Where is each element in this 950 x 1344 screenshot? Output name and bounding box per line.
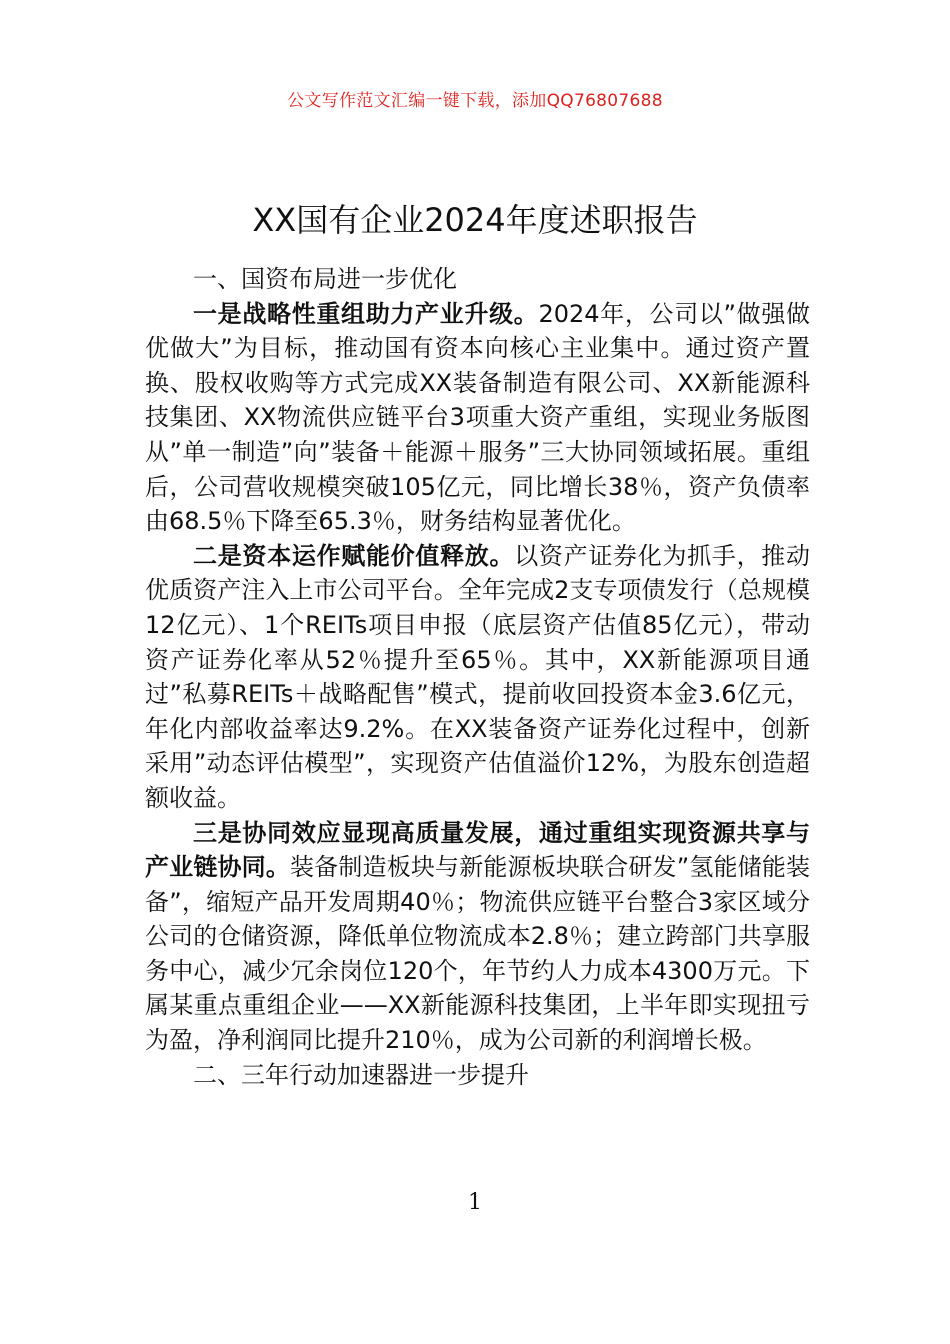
document-title: XX国有企业2024年度述职报告	[252, 201, 698, 240]
paragraph-1-body: 2024年，公司以”做强做优做大”为目标，推动国有资本向核心主业集中。通过资产置换、股权收购等方式完成XX装备制造有限公司、XX新能源科技集团、XX物流供应链平台3项重大资产重组，实现业务版图从”单一制造”向”装备＋能源＋服务”三大协同领域拓展。重组后，公司营收规模突破105亿元，同比增长38％，资产负债率由68.5％下降至65.3％，财务结构显著优化。	[145, 299, 811, 536]
download-banner: 公文写作范文汇编一键下载，添加QQ76807688	[287, 91, 663, 111]
paragraph-2-body: 以资产证券化为抓手，推动优质资产注入上市公司平台。全年完成2支专项债发行（总规模12亿元）、1个REITs项目申报（底层资产估值85亿元），带动资产证券化率从52％提升至65％。其中，XX新能源项目通过”私募REITs＋战略配售”模式，提前收回投资本金3.6亿元，年化内部收益率达9.2%。在XX装备资产证券化过程中，创新采用”动态评估模型”，实现资产估值溢价12%，为股东创造超额收益。	[145, 541, 811, 812]
section-heading-1: 一、国资布局进一步优化	[193, 265, 457, 293]
paragraph-3-body: 装备制造板块与新能源板块联合研发”氢能储能装备”，缩短产品开发周期40％；物流供应链平台整合3家区域分公司的仓储资源，降低单位物流成本2.8％；建立跨部门共享服务中心，减少冗余岗位120个，年节约人力成本4300万元。下属某重点重组企业——XX新能源科技集团，上半年即实现扭亏为盈，净利润同比提升210％，成为公司新的利润增长极。	[145, 853, 810, 1055]
paragraph-3-lead: 三是协同效应显现高质量发展，通过重组实现资源共享与产业链协同。	[145, 818, 810, 882]
section-heading-2: 二、三年行动加速器进一步提升	[193, 1060, 529, 1089]
paragraph-1	[145, 297, 810, 539]
paragraph-3	[145, 816, 810, 1058]
paragraph-2-lead: 二是资本运作赋能价值释放。	[193, 541, 515, 570]
paragraph-2	[145, 539, 810, 816]
page-number: 1	[468, 1190, 482, 1215]
document-body	[145, 262, 810, 1092]
paragraph-1-lead: 一是战略性重组助力产业升级。	[193, 299, 539, 328]
